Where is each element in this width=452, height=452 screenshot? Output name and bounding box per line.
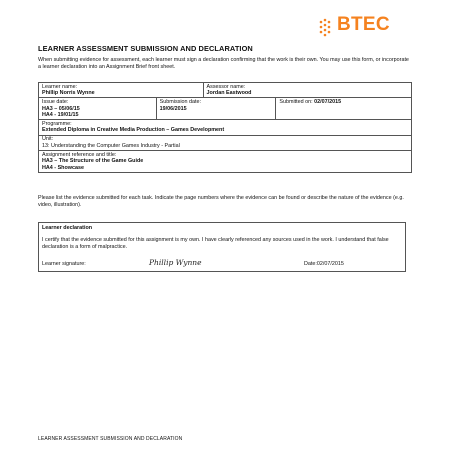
- assessor-name-value: Jordan Eastwood: [206, 90, 252, 97]
- learner-declaration-box: [38, 222, 406, 272]
- learner-assessor-row: [39, 83, 412, 98]
- submission-date-label: Submission date:: [159, 99, 202, 106]
- declaration-text: I certify that the evidence submitted for this assignment is my own. I have clearly referenced any sources used in the work. I understand that false declaration is a form of malpractice.: [42, 237, 389, 250]
- assignment-cell: [39, 151, 412, 173]
- assessor-name-label: Assessor name:: [206, 83, 246, 90]
- declaration-date: [304, 261, 344, 267]
- learner-signature: Phillip Wynne: [149, 258, 202, 267]
- signature-label: Learner signature:: [42, 261, 86, 267]
- unit-row: [39, 135, 412, 150]
- issue-date-label: Issue date:: [42, 99, 69, 106]
- submission-date-value: 19/06/2015: [159, 105, 187, 112]
- submitted-on-value: 02/07/2015: [314, 99, 342, 106]
- evidence-instructions: Please list the evidence submitted for each task. Indicate the page numbers where the evidence can be found or describe the nature of the evidence (e.g. video, illustration).: [38, 195, 404, 208]
- page-footer: LEARNER ASSESSMENT SUBMISSION AND DECLARATION: [38, 436, 183, 442]
- assignment-value-1: HA3 – The Structure of the Game Guide: [42, 158, 144, 165]
- declaration-date-value: 02/07/2015: [316, 261, 344, 267]
- unit-value: 13: Understanding the Computer Games Industry - Partial: [42, 142, 180, 149]
- declaration-date-label: Date:: [304, 261, 317, 267]
- issue-date-value-1: HA3 – 05/06/15: [42, 105, 80, 112]
- learner-name-label: Learner name:: [42, 83, 78, 90]
- submission-date-cell: [156, 98, 276, 120]
- programme-label: Programme:: [42, 121, 72, 128]
- page-title: LEARNER ASSESSMENT SUBMISSION AND DECLARATION: [38, 44, 253, 53]
- assignment-label: Assignment reference and title:: [42, 151, 117, 158]
- assessment-info-table: [38, 82, 412, 173]
- assessor-name-cell: [203, 83, 411, 98]
- unit-label: Unit:: [42, 136, 54, 143]
- submitted-on-label: Submitted on:: [279, 99, 313, 106]
- assignment-value-2: HA4 - Showcase: [42, 164, 84, 171]
- submitted-on-cell: [276, 98, 412, 120]
- learner-name-value: Phillip Norris Wynne: [42, 90, 95, 97]
- programme-value: Extended Diploma in Creative Media Production – Games Development: [42, 127, 225, 134]
- brand-logo-text: BTEC: [337, 14, 390, 35]
- learner-name-cell: [39, 83, 204, 98]
- unit-cell: [39, 135, 412, 150]
- assignment-row: [39, 151, 412, 173]
- programme-row: [39, 120, 412, 135]
- issue-date-value-2: HA4 - 19/01/15: [42, 112, 79, 119]
- dates-row: [39, 98, 412, 120]
- issue-date-cell: [39, 98, 157, 120]
- declaration-heading: Learner declaration: [42, 225, 93, 231]
- programme-cell: [39, 120, 412, 135]
- intro-text: When submitting evidence for assessment, each learner must sign a declaration confirming that the work is their own. You may use this form, or incorporate a learner declaration into an Assignment Brief front sheet.: [38, 57, 409, 71]
